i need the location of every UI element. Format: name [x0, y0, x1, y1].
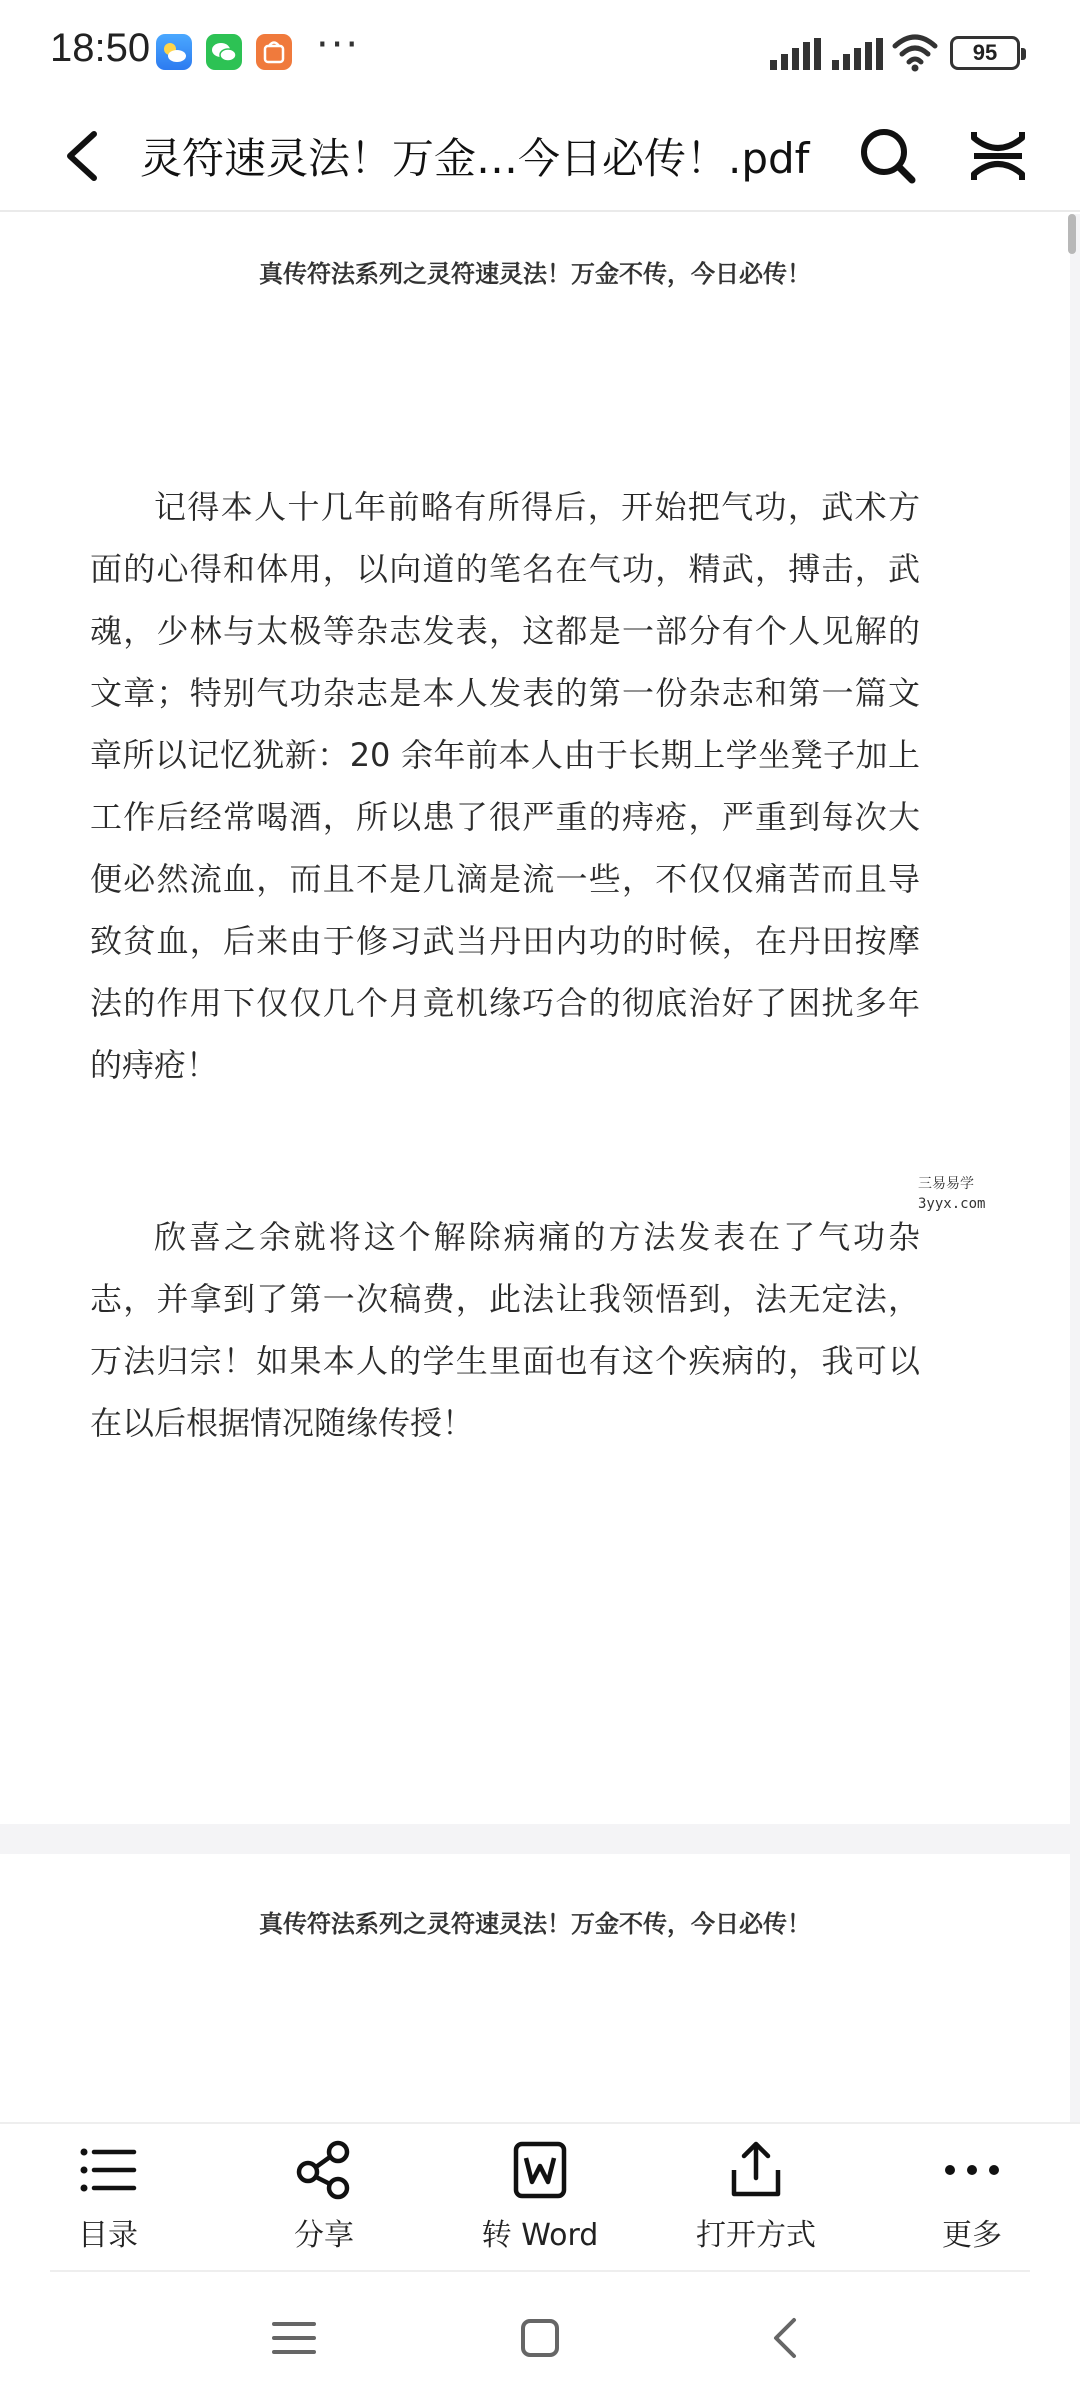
watermark-line-1: 三易易学 — [918, 1176, 974, 1192]
shopping-app-icon — [256, 34, 292, 70]
nav-back-icon[interactable] — [756, 2308, 816, 2368]
toc-button[interactable] — [8, 2138, 208, 2268]
toc-label: 目录 — [78, 2218, 138, 2253]
pdf-viewer[interactable] — [0, 214, 1080, 2122]
wechat-app-icon — [206, 34, 242, 70]
watermark — [918, 1174, 998, 1214]
home-icon[interactable] — [510, 2308, 570, 2368]
weather-app-icon — [156, 34, 192, 70]
paragraph-2: 欣喜之余就将这个解除病痛的方法发表在了气功杂志，并拿到了第一次稿费，此法让我领悟到，法无定法，万法归宗！如果本人的学生里面也有这个疾病的，我可以在以后根据情况随缘传授！ — [90, 1218, 920, 1442]
open-with-button[interactable] — [656, 2138, 856, 2268]
pdf-page-2 — [0, 1854, 1070, 2122]
more-notifications-icon: ··· — [316, 22, 361, 68]
pdf-page-1 — [0, 214, 1070, 1824]
status-bar — [0, 0, 1080, 100]
convert-word-button[interactable] — [440, 2138, 640, 2268]
reading-mode-icon[interactable] — [966, 124, 1030, 188]
recent-apps-icon[interactable] — [264, 2308, 324, 2368]
bottom-toolbar — [0, 2122, 1080, 2272]
back-arrow-icon[interactable] — [56, 126, 112, 186]
more-button[interactable] — [872, 2138, 1072, 2268]
page-2-header: 真传符法系列之灵符速灵法！万金不传，今日必传！ — [259, 1910, 811, 1938]
share-label: 分享 — [294, 2218, 354, 2253]
watermark-line-2: 3yyx.com — [918, 1196, 986, 1212]
share-icon — [292, 2138, 356, 2202]
cell-signal-icon — [770, 38, 822, 70]
page-header: 真传符法系列之灵符速灵法！万金不传，今日必传！ — [259, 260, 811, 288]
more-label: 更多 — [942, 2218, 1002, 2253]
document-title: 灵符速灵法！万金…今日必传！.pdf — [140, 134, 810, 183]
convert-word-label: 转 Word — [481, 2218, 599, 2253]
battery-icon: 95 — [950, 36, 1020, 70]
share-button[interactable] — [224, 2138, 424, 2268]
wifi-icon — [892, 32, 938, 72]
status-time: 18:50 — [50, 26, 151, 70]
open-with-icon — [724, 2138, 788, 2202]
word-convert-icon — [508, 2138, 572, 2202]
list-icon — [76, 2138, 140, 2202]
paragraph-1: 记得本人十几年前略有所得后，开始把气功，武术方面的心得和体用，以向道的笔名在气功，精武，搏击，武魂，少林与太极等杂志发表，这都是一部分有个人见解的文章；特别气功杂志是本人发表的第一份杂志和第一篇文章所以记忆犹新：20 余年前本人由于长期上学坐凳子加上工作后经常喝酒，所以患了很严重的痔疮，严重到每次大便必然流血，而且不是几滴是流一些，不仅仅痛苦而且导致贫血，后来由于修习武当丹田内功的时候，在丹田按摩法的作用下仅仅几个月竟机缘巧合的彻底治好了困扰多年的痔疮！ — [90, 488, 920, 1084]
system-navigation-bar — [0, 2272, 1080, 2400]
scrollbar-thumb[interactable] — [1068, 214, 1076, 254]
search-icon[interactable] — [856, 124, 920, 188]
more-icon — [940, 2138, 1004, 2202]
title-bar — [0, 100, 1080, 212]
open-with-label: 打开方式 — [696, 2218, 816, 2253]
cell-signal-2-icon — [832, 38, 884, 70]
